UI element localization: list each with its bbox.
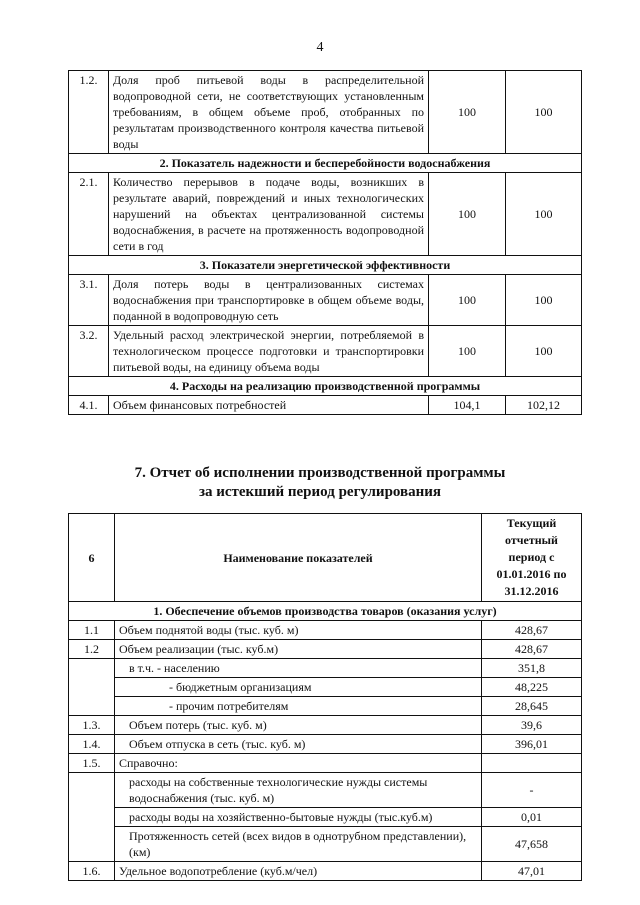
row-text: Объем отпуска в сеть (тыс. куб. м) bbox=[115, 735, 482, 754]
row-number: 1.4. bbox=[69, 735, 115, 754]
reference-row bbox=[69, 754, 582, 773]
row-value-2: 100 bbox=[506, 275, 582, 326]
table-row bbox=[69, 275, 582, 326]
row-value: 428,67 bbox=[482, 621, 582, 640]
row-value: 396,01 bbox=[482, 735, 582, 754]
reference-label: Справочно: bbox=[115, 754, 482, 773]
row-number: 4.1. bbox=[69, 396, 109, 415]
section-row bbox=[69, 377, 582, 396]
row-value: 428,67 bbox=[482, 640, 582, 659]
table-row bbox=[69, 862, 582, 881]
row-text: Объем финансовых потребностей bbox=[109, 396, 429, 415]
row-number: 3.2. bbox=[69, 326, 109, 377]
report-title-line1: 7. Отчет об исполнении производственной программы bbox=[134, 465, 506, 481]
row-number: 1.1 bbox=[69, 621, 115, 640]
row-text: в т.ч. - населению bbox=[115, 659, 482, 678]
section-title: 1. Обеспечение объемов производства товаров (оказания услуг) bbox=[69, 602, 582, 621]
row-text: - бюджетным организациям bbox=[115, 678, 482, 697]
table-row bbox=[69, 326, 582, 377]
empty-cell bbox=[69, 827, 115, 862]
row-value-2: 100 bbox=[506, 71, 582, 154]
empty-cell bbox=[69, 808, 115, 827]
row-number bbox=[69, 678, 115, 697]
table-row bbox=[69, 71, 582, 154]
section-row bbox=[69, 602, 582, 621]
table-row bbox=[69, 640, 582, 659]
row-value-1: 104,1 bbox=[429, 396, 506, 415]
section-title: 2. Показатель надежности и бесперебойности водоснабжения bbox=[69, 154, 582, 173]
row-value-1: 100 bbox=[429, 173, 506, 256]
row-number: 1.5. bbox=[69, 754, 115, 773]
row-value-1: 100 bbox=[429, 275, 506, 326]
table-row bbox=[69, 396, 582, 415]
table-row bbox=[69, 678, 582, 697]
header-col-name: Наименование показателей bbox=[115, 514, 482, 602]
reference-item-1: расходы на собственные технологические нужды системы водоснабжения (тыс. куб. м) bbox=[115, 773, 482, 808]
row-number bbox=[69, 659, 115, 678]
header-col-number: 6 bbox=[69, 514, 115, 602]
row-number: 1.2. bbox=[69, 71, 109, 154]
row-text: Доля проб питьевой воды в распределительной водопроводной сети, не соответствующих установленным требованиям, в общем объеме проб, отобранных по результатам производственного контроля качества питьевой воды bbox=[109, 71, 429, 154]
row-text: Объем потерь (тыс. куб. м) bbox=[115, 716, 482, 735]
section-title: 3. Показатели энергетической эффективности bbox=[69, 256, 582, 275]
reference-item-3-value: 47,658 bbox=[482, 827, 582, 862]
row-value-2: 100 bbox=[506, 326, 582, 377]
section-row bbox=[69, 256, 582, 275]
page-number: 4 bbox=[316, 40, 324, 55]
table-row bbox=[69, 697, 582, 716]
row-value-2: 100 bbox=[506, 173, 582, 256]
row-number: 1.6. bbox=[69, 862, 115, 881]
report-table bbox=[68, 513, 582, 881]
table-row bbox=[69, 659, 582, 678]
reference-item-1-value: - bbox=[482, 773, 582, 808]
table-row bbox=[69, 716, 582, 735]
report-title-line2: за истекший период регулирования bbox=[198, 484, 442, 500]
row-number: 1.3. bbox=[69, 716, 115, 735]
section-row bbox=[69, 154, 582, 173]
header-col-period: Текущий отчетный период с 01.01.2016 по 31.12.2016 bbox=[482, 514, 582, 602]
row-number: 2.1. bbox=[69, 173, 109, 256]
row-value: 28,645 bbox=[482, 697, 582, 716]
row-value: 47,01 bbox=[482, 862, 582, 881]
indicators-table bbox=[68, 70, 582, 415]
row-number bbox=[69, 697, 115, 716]
reference-item-3: Протяженность сетей (всех видов в однотрубном представлении), (км) bbox=[115, 827, 482, 862]
row-value: 351,8 bbox=[482, 659, 582, 678]
reference-row bbox=[69, 827, 582, 862]
section-title: 4. Расходы на реализацию производственной программы bbox=[69, 377, 582, 396]
row-text: Удельный расход электрической энергии, потребляемой в технологическом процессе подготовки и транспортировки питьевой воды, на единицу объема воды bbox=[109, 326, 429, 377]
row-text: - прочим потребителям bbox=[115, 697, 482, 716]
reference-row bbox=[69, 808, 582, 827]
reference-item-2: расходы воды на хозяйственно-бытовые нужды (тыс.куб.м) bbox=[115, 808, 482, 827]
row-value-1: 100 bbox=[429, 71, 506, 154]
report-table-header bbox=[69, 514, 582, 602]
row-value: 39,6 bbox=[482, 716, 582, 735]
row-value: 48,225 bbox=[482, 678, 582, 697]
empty-cell bbox=[69, 773, 115, 808]
table-row bbox=[69, 621, 582, 640]
table-row bbox=[69, 173, 582, 256]
row-text: Количество перерывов в подаче воды, возникших в результате аварий, повреждений и иных технологических нарушений на объектах централизованной системы водоснабжения, в расчете на протяженность водопроводной сети в год bbox=[109, 173, 429, 256]
row-text: Объем реализации (тыс. куб.м) bbox=[115, 640, 482, 659]
row-text: Удельное водопотребление (куб.м/чел) bbox=[115, 862, 482, 881]
reference-item-2-value: 0,01 bbox=[482, 808, 582, 827]
row-value-1: 100 bbox=[429, 326, 506, 377]
row-number: 1.2 bbox=[69, 640, 115, 659]
row-text: Объем поднятой воды (тыс. куб. м) bbox=[115, 621, 482, 640]
empty-cell bbox=[482, 754, 582, 773]
reference-row bbox=[69, 773, 582, 808]
row-text: Доля потерь воды в централизованных системах водоснабжения при транспортировке в общем объеме воды, поданной в водопроводную сеть bbox=[109, 275, 429, 326]
row-number: 3.1. bbox=[69, 275, 109, 326]
row-value-2: 102,12 bbox=[506, 396, 582, 415]
table-row bbox=[69, 735, 582, 754]
